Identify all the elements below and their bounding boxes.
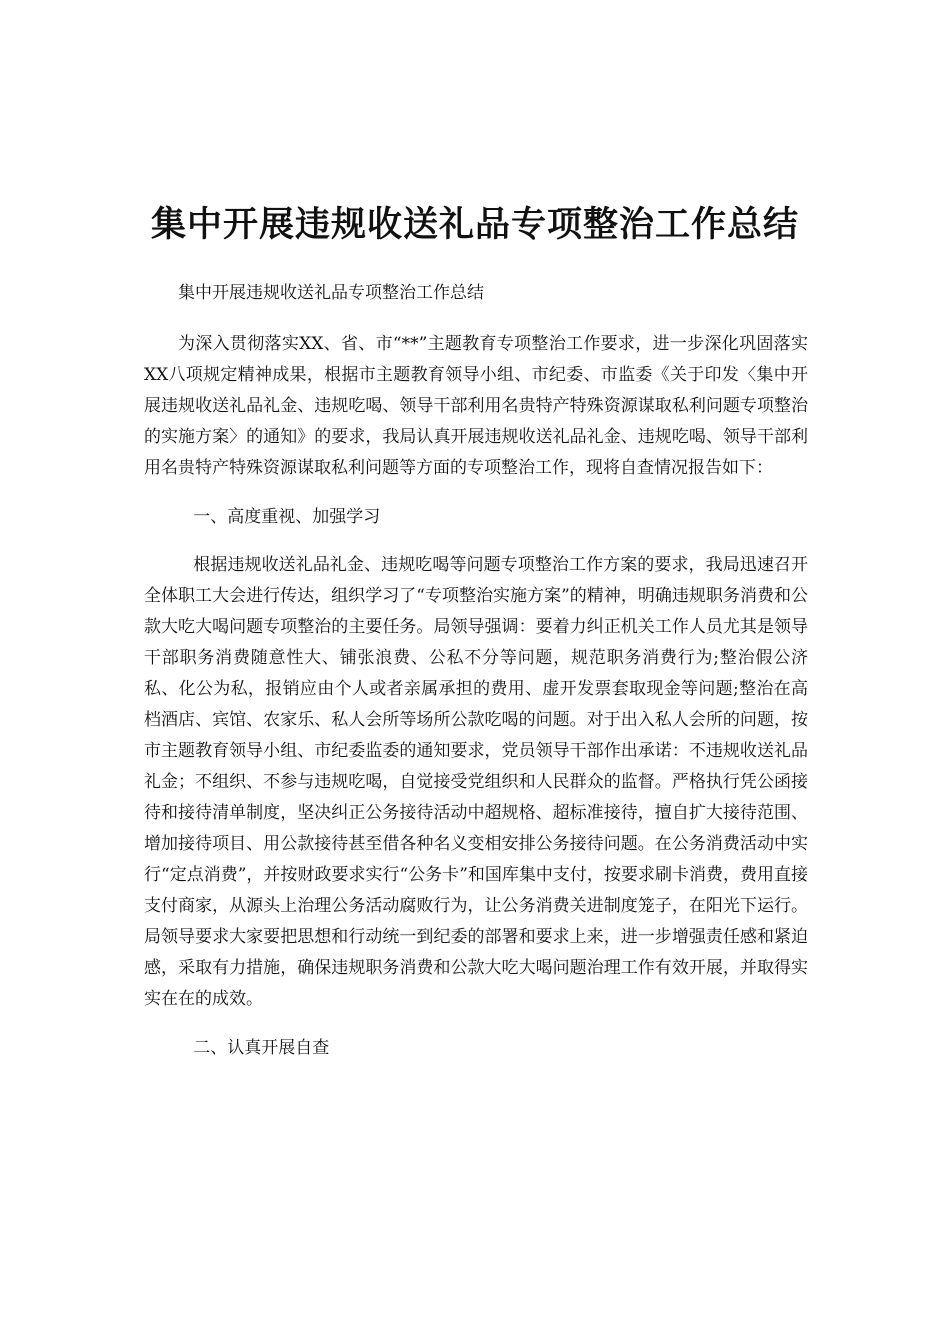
intro-paragraph: 为深入贯彻落实XX、省、市“**”主题教育专项整治工作要求，进一步深化巩固落实XX八项规定精神成果，根据市主题教育领导小组、市纪委、市监委《关于印发〈集中开展违规收送礼品礼金、违规吃喝、领导干部利用名贵特产特殊资源谋取私利问题专项整治的实施方案〉的通知》的要求，我局认真开展违规收送礼品礼金、违规吃喝、领导干部利用名贵特产特殊资源谋取私利问题等方面的专项整治工作，现将自查情况报告如下： xyxy=(144,334,808,478)
document-subtitle: 集中开展违规收送礼品专项整治工作总结 xyxy=(178,283,484,303)
section-heading-1: 一、高度重视、加强学习 xyxy=(193,507,381,527)
document-body xyxy=(144,278,808,1081)
section-1-paragraph: 根据违规收送礼品礼金、违规吃喝等问题专项整治工作方案的要求，我局迅速召开全体职工大会进行传达，组织学习了“专项整治实施方案”的精神，明确违规职务消费和公款大吃大喝问题专项整治的主要任务。局领导强调：要着力纠正机关工作人员尤其是领导干部职务消费随意性大、铺张浪费、公私不分等问题，规范职务消费行为;整治假公济私、化公为私，报销应由个人或者亲属承担的费用、虚开发票套取现金等问题;整治在高档酒店、宾馆、农家乐、私人会所等场所公款吃喝的问题。对于出入私人会所的问题，按市主题教育领导小组、市纪委监委的通知要求，党员领导干部作出承诺：不违规收送礼品礼金；不组织、不参与违规吃喝，自觉接受党组织和人民群众的监督。严格执行凭公函接待和接待清单制度，坚决纠正公务接待活动中超规格、超标准接待，擅自扩大接待范围、增加接待项目、用公款接待甚至借各种名义变相安排公务接待问题。在公务消费活动中实行“定点消费”，并按财政要求实行“公务卡”和国库集中支付，按要求刷卡消费，费用直接支付商家，从源头上治理公务活动腐败行为，让公务消费关进制度笼子，在阳光下运行。局领导要求大家要把思想和行动统一到纪委的部署和要求上来，进一步增强责任感和紧迫感，采取有力措施，确保违规职务消费和公款大吃大喝问题治理工作有效开展，并取得实实在在的成效。 xyxy=(144,555,808,1009)
section-heading-2: 二、认真开展自查 xyxy=(193,1038,330,1058)
document-title: 集中开展违规收送礼品专项整治工作总结 xyxy=(150,205,799,245)
